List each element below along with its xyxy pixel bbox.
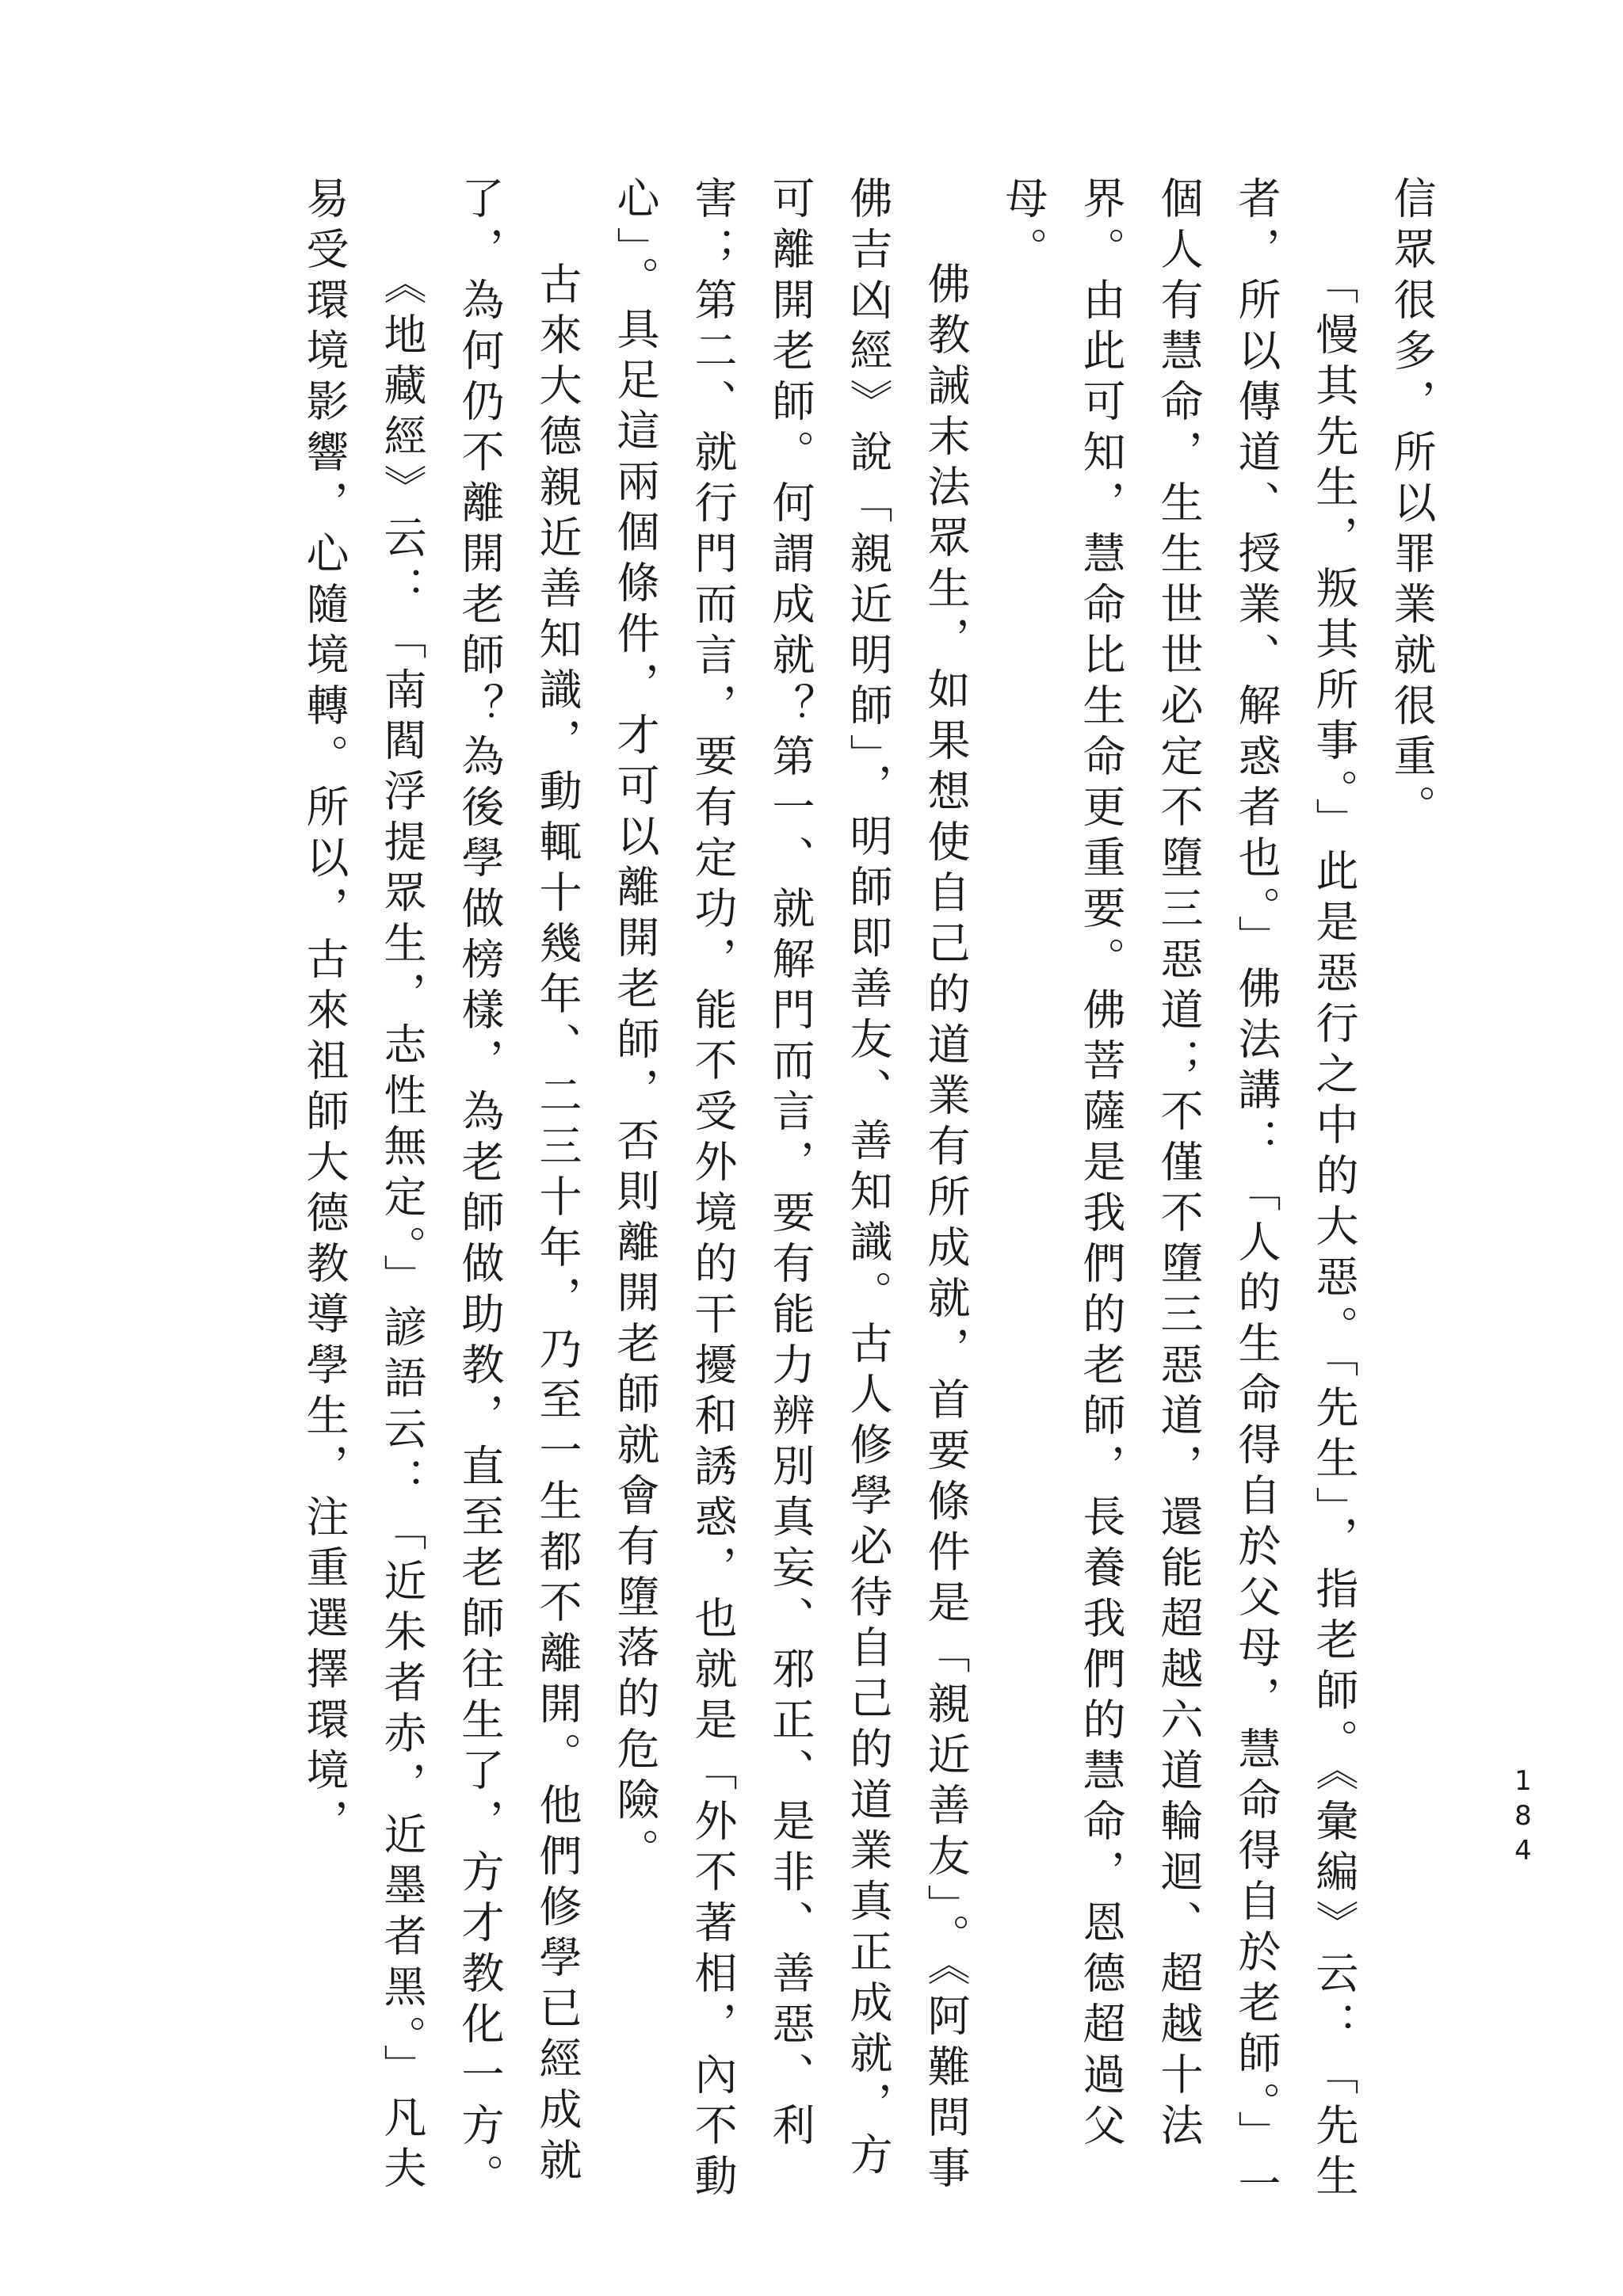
paragraph-continuation: 信眾很多，所以罪業就很重。 — [1387, 176, 1437, 835]
page-number: 184 — [1507, 1765, 1539, 1870]
paragraph-ancient-masters: 古來大德親近善知識，動輒十幾年、二三十年，乃至一生都不離開。他們修學已經成就了，為何仍不離開老師？為後學做榜樣，為老師做助教，直至老師往生了，方才教化一方。 — [455, 176, 582, 2204]
paragraph-good-friend: 佛教誡末法眾生，如果想使自己的道業有所成就，首要條件是「親近善友」。《阿難問事佛吉凶經》說「親近明師」，明師即善友、善知識。古人修學必待自己的道業真正成就，方可離開老師。何謂成就？第一、就解門而言，要有能力辨別真妄、邪正、是非、善惡、利害；第二、就行門而言，要有定功，能不受外境的干擾和誘惑，也就是「外不著相，內不動心」。具足這兩個條件，才可以離開老師，否則離開老師就會有墮落的危險。 — [610, 176, 971, 2204]
vertical-text-body — [285, 176, 1450, 2220]
paragraph-environment: 《地藏經》云：「南閻浮提眾生，志性無定。」諺語云：「近朱者赤，近墨者黑。」凡夫易受環境影響，心隨境轉。所以，古來祖師大德教導學生，注重選擇環境， — [300, 176, 427, 2196]
paragraph-teacher-respect: 「慢其先生，叛其所事。」此是惡行之中的大惡。「先生」，指老師。《彙編》云：「先生者，所以傳道、授業、解惑者也。」佛法講：「人的生命得自於父母，慧命得自於老師。」一個人有慧命，生生世世必定不墮三惡道；不僅不墮三惡道，還能超越六道輪迴、超越十法界。由此可知，慧命比生命更重要。佛菩薩是我們的老師，長養我們的慧命，恩德超過父母。 — [999, 176, 1359, 2212]
